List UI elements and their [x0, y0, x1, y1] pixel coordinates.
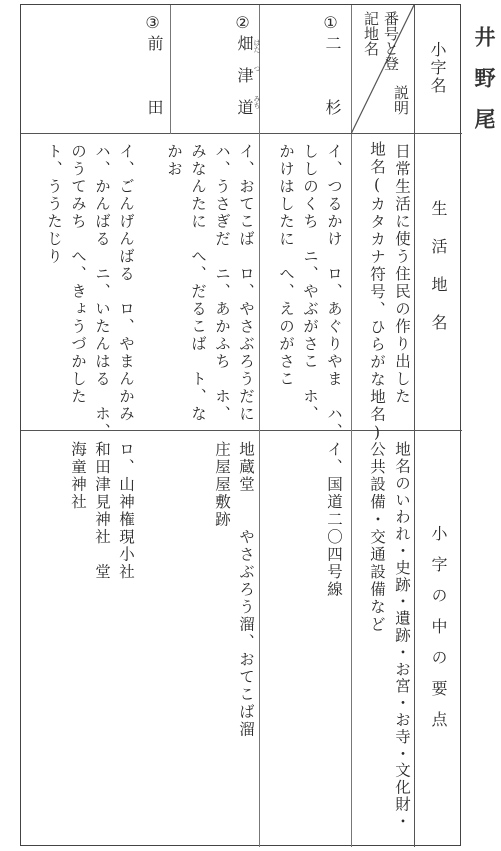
row-3-yoten-line-3: 海童神社 [69, 441, 87, 511]
header-description: 説明 [392, 85, 410, 115]
row-1-yoten-line-1: イ、国道二〇四号線 [325, 441, 343, 599]
row-3-yoten-line-1: ロ、山神権現小社 [117, 441, 135, 581]
header-seikatsu-chimei: 生活地名 [429, 200, 448, 352]
row-2-seikatsu-line-1: イ、おてこば ロ、やさぶろうだに [237, 143, 255, 423]
row-2-name: 畑 津 道 [235, 35, 254, 115]
explanation-col-2: 地名(カタカナ符号、ひらがな地名) [368, 141, 386, 444]
row-3-seikatsu-line-1: イ、ごんげんばる ロ、やまんかみ [117, 143, 135, 423]
page-title: 井野尾 [472, 26, 496, 149]
row-divider-2 [259, 5, 260, 847]
row-3-yoten-line-2: 和田津見神社 堂 [93, 441, 111, 581]
row-2-seikatsu-line-4: かお [165, 143, 183, 178]
header-number-and-name: 番号と登記地名 [362, 11, 400, 71]
row-1-name: 二 杉 [323, 35, 342, 115]
row-2-seikatsu-line-2: ハ、うさぎだ ニ、あかふち ホ、 [213, 143, 231, 423]
row-1-seikatsu-line-1: イ、つるかけ ロ、あぐりやま ハ、 [325, 143, 343, 441]
row-3-name: 前 田 [145, 35, 164, 115]
row-1-seikatsu-line-3: かけはしたに へ、えのがさこ [277, 143, 295, 388]
explanation-col-3b: 公共設備・交通設備など [368, 441, 386, 634]
koaza-column-divider [414, 5, 415, 847]
section-divider [21, 430, 462, 431]
row-3-seikatsu-line-3: のうてみち へ、きょうづかした [69, 143, 87, 406]
row-3-number: ③ [143, 13, 162, 32]
header-yoten: 小字の中の要点 [429, 525, 448, 742]
row-2-reading-3: みち [253, 95, 261, 109]
place-name-table [20, 4, 461, 846]
row-2-reading-1: はた [253, 39, 261, 53]
row-2-number: ② [233, 13, 252, 32]
row-1-seikatsu-line-2: ししのくち ニ、やぶがさこ ホ、 [301, 143, 319, 423]
explanation-col-1: 日常生活に使う住民の作り出した [393, 143, 411, 406]
row-3-seikatsu-line-2: ハ、かんばる ニ、いたんはる ホ、 [93, 143, 111, 441]
row-2-reading-2: つ [253, 65, 261, 72]
row-divider-3 [170, 5, 171, 134]
row-2-yoten-line-1: 地蔵堂 やさぶろう溜、おてこば溜 [237, 441, 255, 739]
row-2-seikatsu-line-3: みなんたに へ、だるこば ト、な [189, 143, 207, 423]
row-2-yoten-line-2: 庄屋屋敷跡 [213, 441, 231, 529]
row-3-seikatsu-line-4: ト、ううたじり [45, 143, 63, 266]
row-1-number: ① [321, 13, 340, 32]
header-koaza-name: 小字名 [428, 41, 447, 95]
explanation-col-3a: 地名のいわれ・史跡・遺跡・お宮・お寺・文化財・ [393, 441, 411, 830]
